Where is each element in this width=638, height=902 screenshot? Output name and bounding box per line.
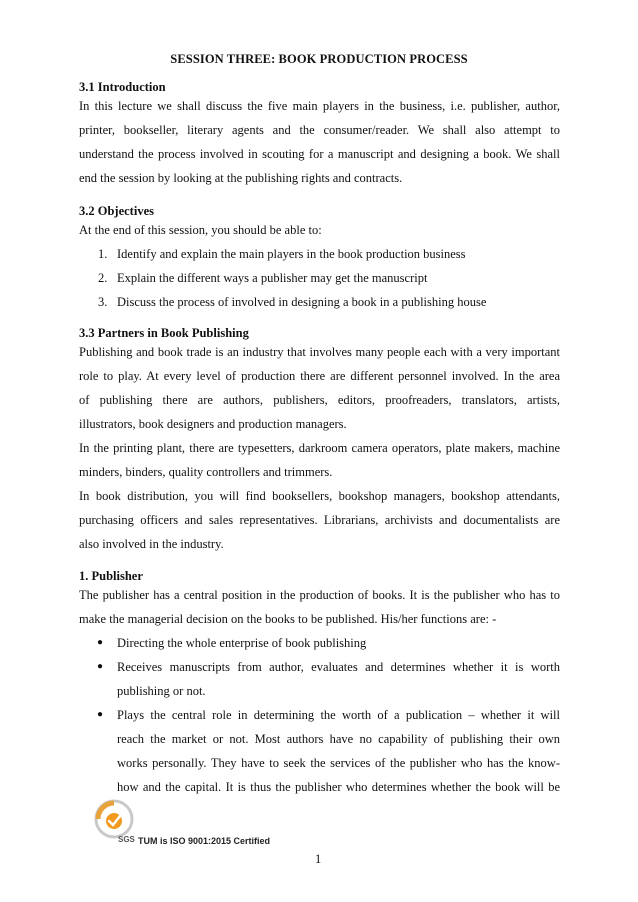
section-heading-partners: 3.3 Partners in Book Publishing bbox=[79, 326, 249, 340]
paragraph-line: role to play. At every level of production there are different personnel involved. In the area bbox=[79, 369, 560, 383]
bullet-icon: ● bbox=[97, 661, 104, 672]
paragraph-line: In the printing plant, there are typesetters, darkroom camera operators, plate makers, machine bbox=[79, 441, 560, 455]
paragraph-line: purchasing officers and sales representatives. Librarians, archivists and documentalists are bbox=[79, 513, 560, 527]
list-item: Explain the different ways a publisher may get the manuscript bbox=[117, 271, 428, 285]
list-item: Identify and explain the main players in the book production business bbox=[117, 247, 466, 261]
paragraph-line: illustrators, book designers and production managers. bbox=[79, 417, 347, 431]
bullet-item-continued: publishing or not. bbox=[117, 684, 206, 698]
paragraph-line: printer, bookseller, literary agents and the consumer/reader. We shall also attempt to bbox=[79, 123, 560, 137]
paragraph-line: end the session by looking at the publishing rights and contracts. bbox=[79, 171, 403, 185]
paragraph-line: In book distribution, you will find booksellers, bookshop managers, bookshop attendants, bbox=[79, 489, 560, 503]
paragraph-line: make the managerial decision on the books to be published. His/her functions are: - bbox=[79, 612, 497, 626]
paragraph-line: of publishing there are authors, publishers, editors, proofreaders, translators, artists, bbox=[79, 393, 560, 407]
bullet-item-continued: how and the capital. It is thus the publisher who determines whether the book will be bbox=[117, 780, 560, 794]
list-item: Discuss the process of involved in designing a book in a publishing house bbox=[117, 295, 487, 309]
paragraph-line: also involved in the industry. bbox=[79, 537, 224, 551]
paragraph-line: The publisher has a central position in the production of books. It is the publisher who has to bbox=[79, 588, 560, 602]
paragraph-line: In this lecture we shall discuss the five main players in the business, i.e. publisher, author, bbox=[79, 99, 560, 113]
paragraph-line: understand the process involved in scouting for a manuscript and designing a book. We shall bbox=[79, 147, 560, 161]
page-title: SESSION THREE: BOOK PRODUCTION PROCESS bbox=[170, 52, 468, 66]
bullet-item-continued: works personally. They have to seek the services of the publisher who has the know- bbox=[117, 756, 560, 770]
section-heading-objectives: 3.2 Objectives bbox=[79, 204, 154, 218]
list-number: 3. bbox=[98, 295, 108, 309]
bullet-icon: ● bbox=[97, 709, 104, 720]
list-number: 1. bbox=[98, 247, 108, 261]
certification-text: TUM is ISO 9001:2015 Certified bbox=[138, 836, 271, 846]
bullet-item: Plays the central role in determining the worth of a publication – whether it will bbox=[117, 708, 560, 722]
bullet-item: Directing the whole enterprise of book publishing bbox=[117, 636, 367, 650]
page-number: 1 bbox=[315, 852, 322, 866]
section-heading-introduction: 3.1 Introduction bbox=[79, 80, 166, 94]
list-number: 2. bbox=[98, 271, 108, 285]
paragraph-line: minders, binders, quality controllers and trimmers. bbox=[79, 465, 333, 479]
bullet-item-continued: reach the market or not. Most authors have no capability of publishing their own bbox=[117, 732, 560, 746]
bullet-icon: ● bbox=[97, 637, 104, 648]
paragraph-line: Publishing and book trade is an industry that involves many people each with a very important bbox=[79, 345, 560, 359]
section-heading-publisher: 1. Publisher bbox=[79, 569, 143, 583]
sgs-certification-logo bbox=[92, 797, 142, 847]
bullet-item: Receives manuscripts from author, evaluates and determines whether it is worth bbox=[117, 660, 560, 674]
paragraph-line: At the end of this session, you should be able to: bbox=[79, 223, 322, 237]
logo-text: SGS bbox=[118, 835, 135, 844]
